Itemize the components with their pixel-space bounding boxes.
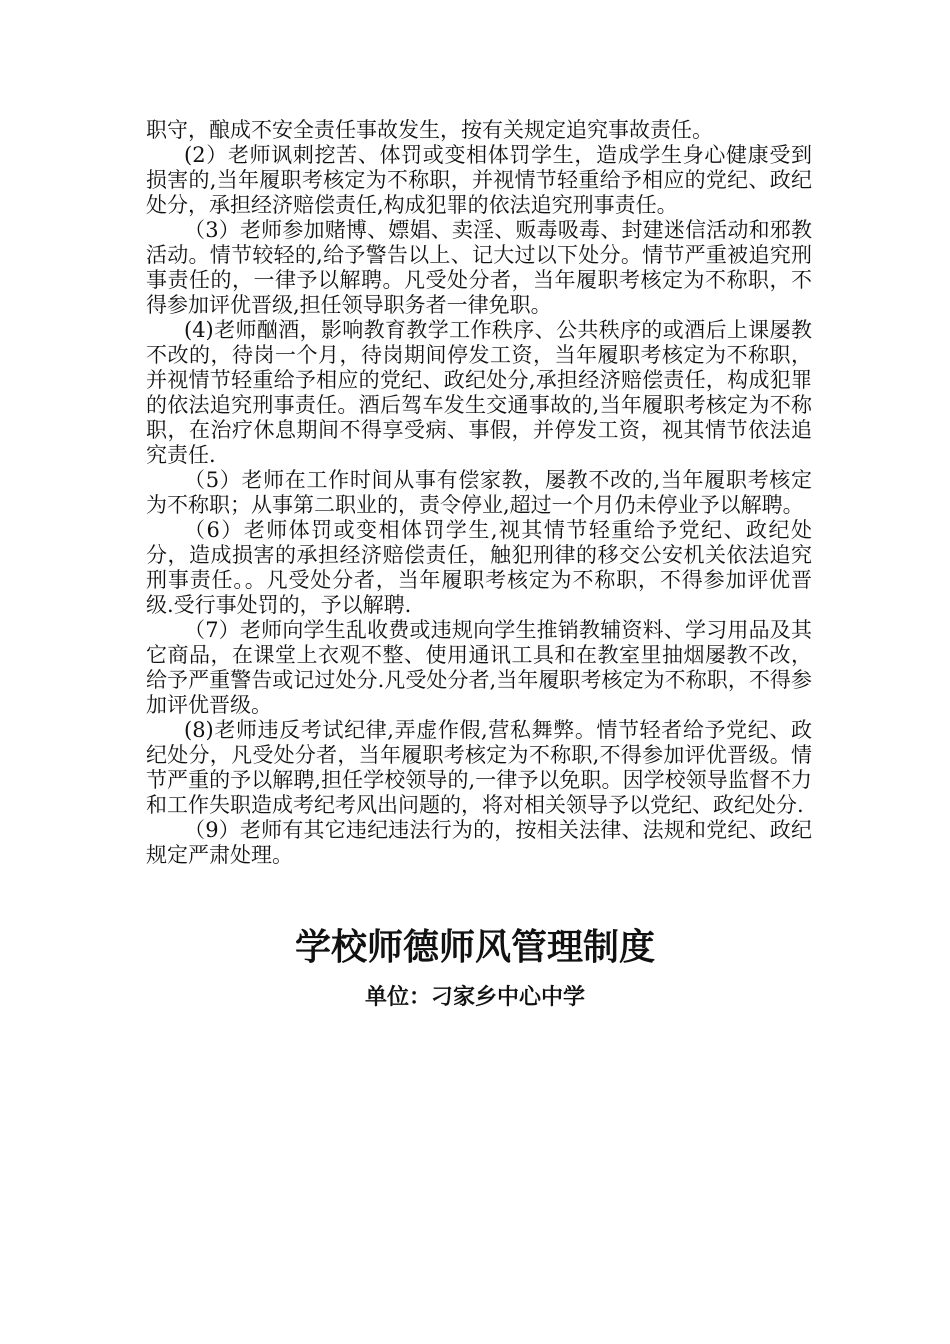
paragraph-item-9: （9）老师有其它违纪违法行为的，按相关法律、法规和党纪、政纪规定严肃处理。 [146,818,812,867]
document-title: 学校师德师风管理制度 [294,927,655,968]
paragraph-item-6: （6）老师体罚或变相体罚学生,视其情节轻重给予党纪、政纪处分，造成损害的承担经济赔偿责任，触犯刑律的移交公安机关依法追究刑事责任。。凡受处分者，当年履职考核定为不称职，不得参加评优晋级.受行事处罚的，予以解聘. [146,518,812,617]
paragraph-item-5: （5）老师在工作时间从事有偿家教，屡教不改的,当年履职考核定为不称职；从事第二职业的，责令停业,超过一个月仍未停业予以解聘。 [146,468,812,517]
paragraph-item-4: (4)老师酗酒，影响教育教学工作秩序、公共秩序的或酒后上课屡教不改的，待岗一个月，待岗期间停发工资，当年履职考核定为不称职，并视情节轻重给予相应的党纪、政纪处分,承担经济赔偿责任，构成犯罪的依法追究刑事责任。酒后驾车发生交通事故的,当年履职考核定为不称职，在治疗休息期间不得享受病、事假，并停发工资，视其情节依法追究责任. [146,318,812,467]
paragraph-item-7: （7）老师向学生乱收费或违规向学生推销教辅资料、学习用品及其它商品，在课堂上衣观不整、使用通讯工具和在教室里抽烟屡教不改，给予严重警告或记过处分.凡受处分者,当年履职考核定为不称职，不得参加评优晋级。 [146,618,812,717]
document-subtitle: 单位：刁家乡中心中学 [364,985,585,1010]
document-body [146,118,812,868]
paragraph-item-3: （3）老师参加赌博、嫖娼、卖淫、贩毒吸毒、封建迷信活动和邪教活动。情节较轻的,给予警告以上、记大过以下处分。情节严重被追究刑事责任的，一律予以解聘。凡受处分者，当年履职考核定为不称职，不得参加评优晋级,担任领导职务者一律免职。 [146,218,812,317]
paragraph-item-2: (2）老师讽刺挖苦、体罚或变相体罚学生，造成学生身心健康受到损害的,当年履职考核定为不称职，并视情节轻重给予相应的党纪、政纪处分，承担经济赔偿责任,构成犯罪的依法追究刑事责任。 [146,143,812,217]
paragraph-continuation: 职守，酿成不安全责任事故发生，按有关规定追究事故责任。 [146,118,713,142]
paragraph-item-8: (8)老师违反考试纪律,弄虚作假,营私舞弊。情节轻者给予党纪、政纪处分，凡受处分者，当年履职考核定为不称职,不得参加评优晋级。情节严重的予以解聘,担任学校领导的,一律予以免职。因学校领导监督不力和工作失职造成考纪考风出问题的，将对相关领导予以党纪、政纪处分. [146,718,812,817]
